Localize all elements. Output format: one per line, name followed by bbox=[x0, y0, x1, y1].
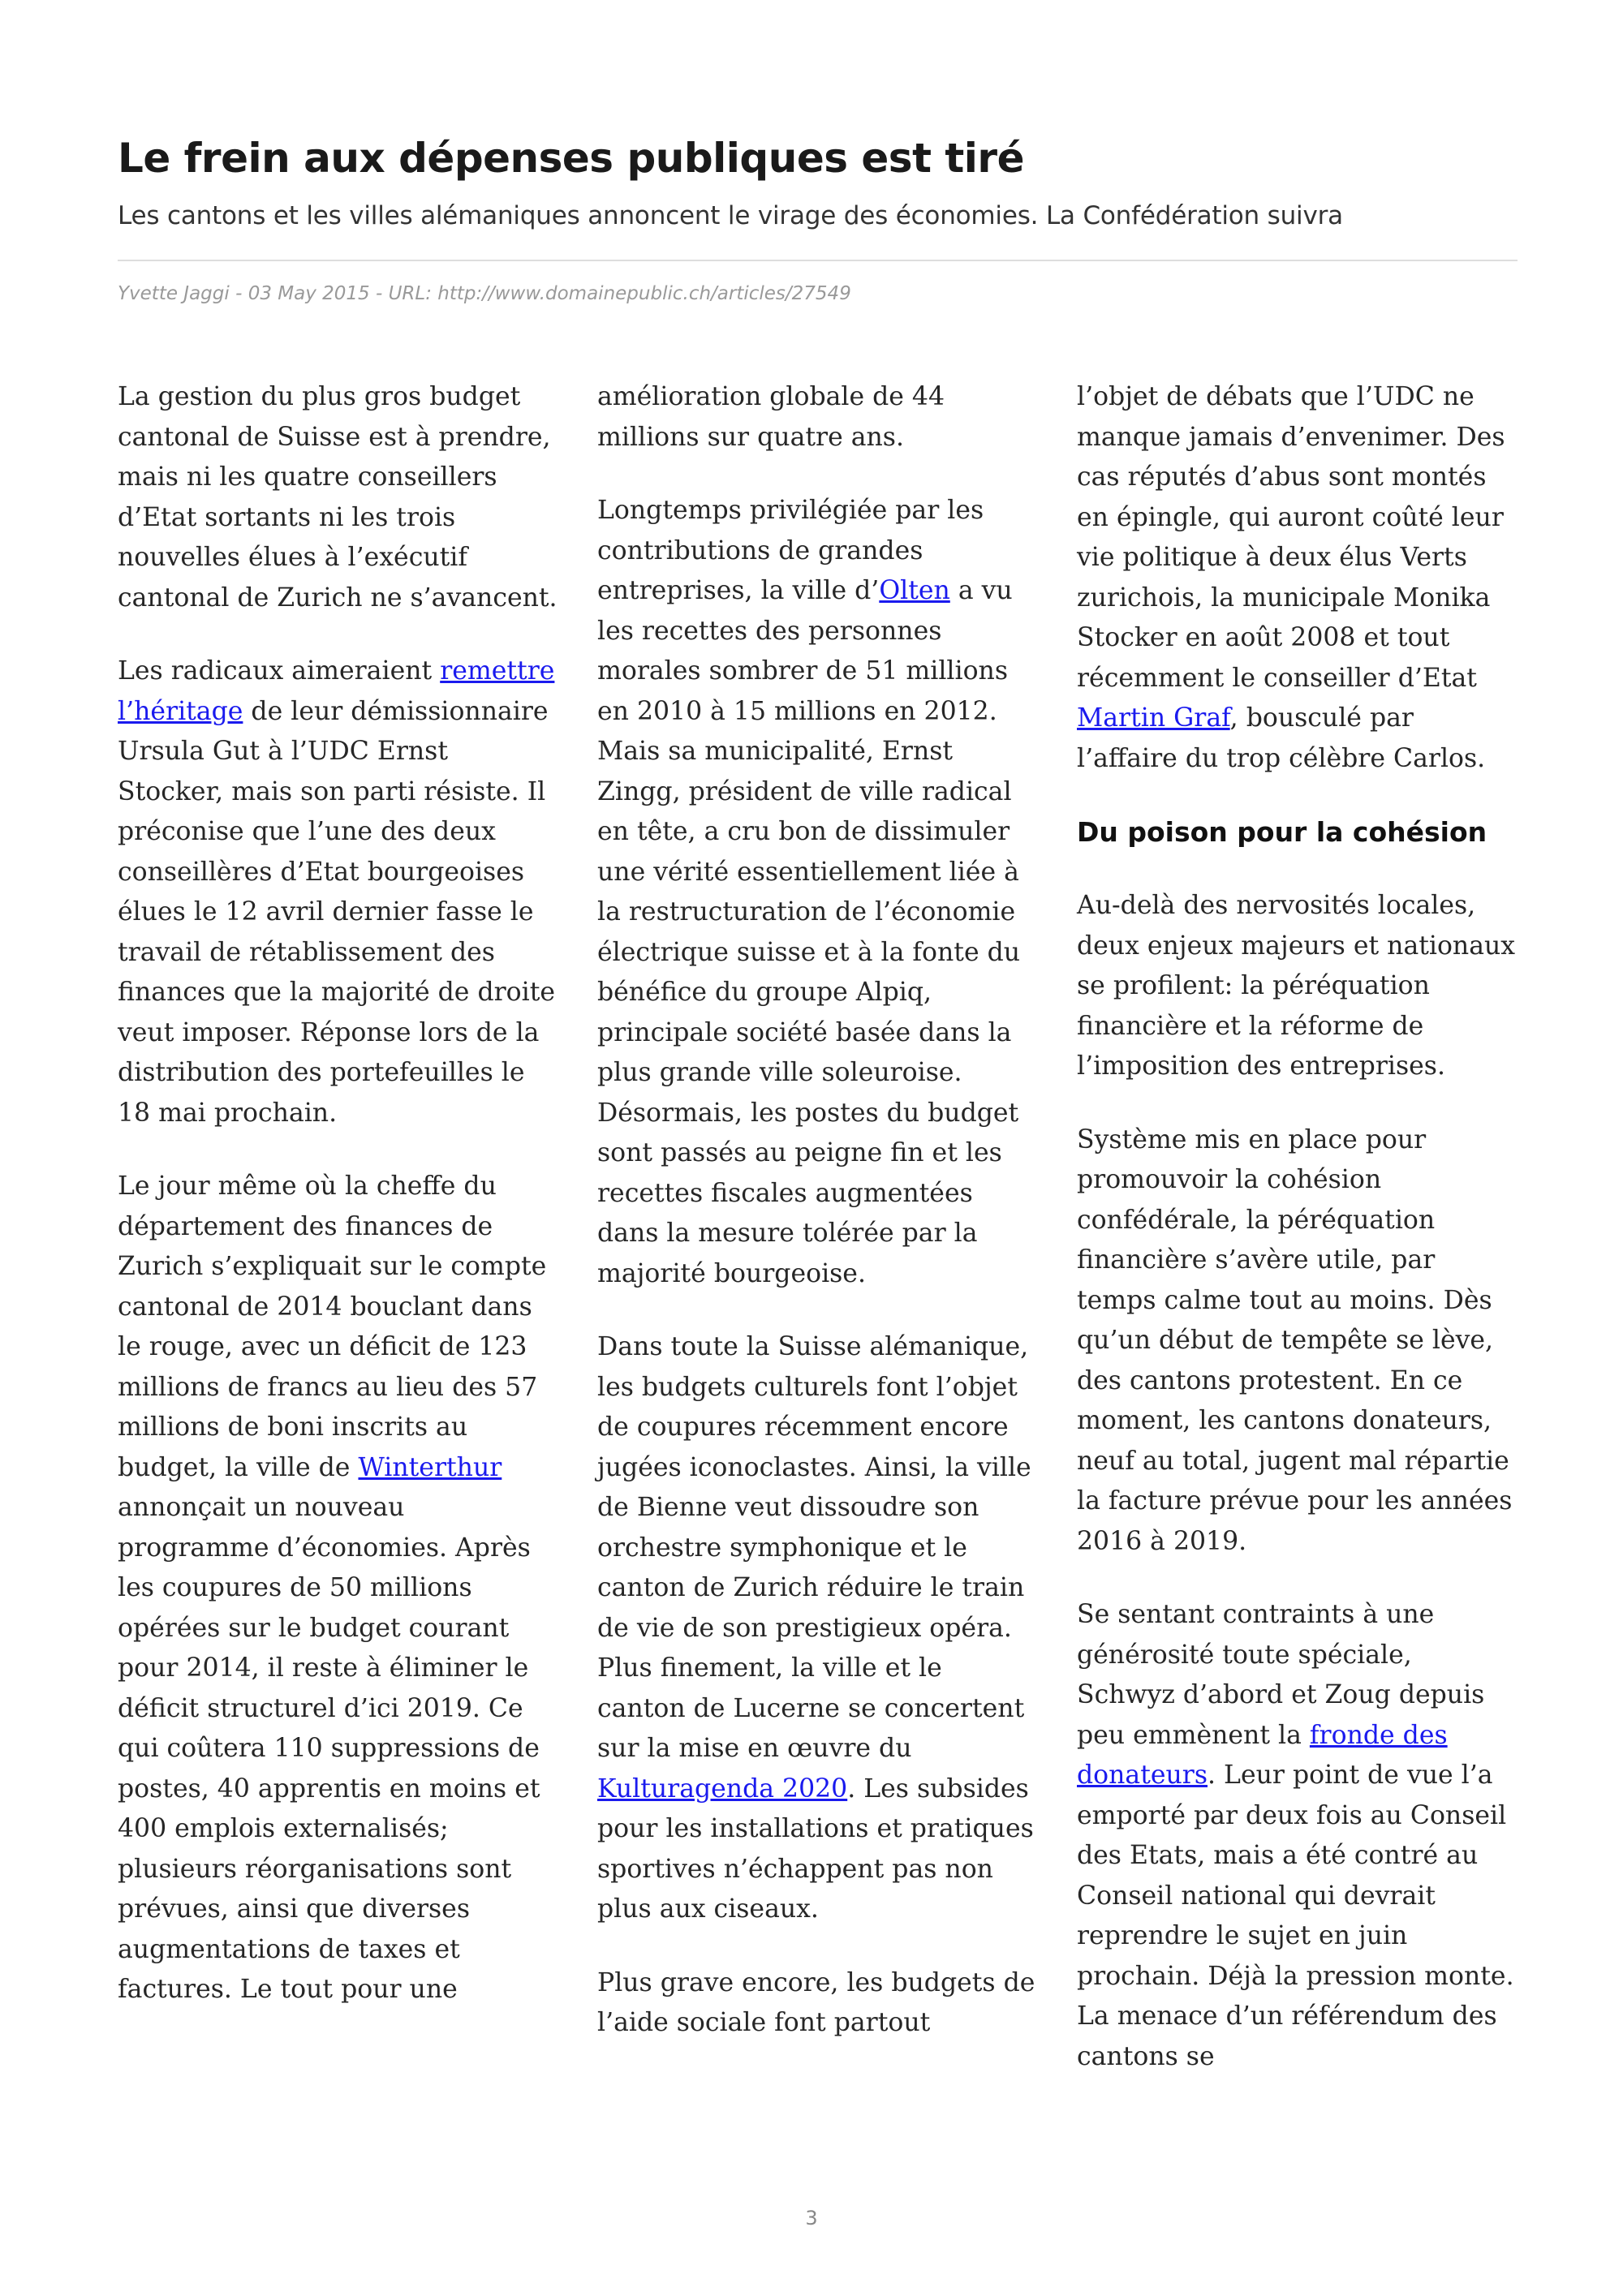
link-fronde-des-donateurs[interactable]: fronde des donateurs bbox=[1077, 1720, 1448, 1790]
paragraph: La gestion du plus gros budget cantonal de Suisse est à prendre, mais ni les quatre conseillers d’Etat sortants ni les trois nouvelles élues à l’exécutif cantonal de Zurich ne s’avancent. bbox=[118, 382, 558, 613]
paragraph bbox=[1077, 377, 1518, 779]
column-2 bbox=[597, 377, 1038, 2077]
text-span: annonçait un nouveau programme d’économies. Après les coupures de 50 millions opérées sur le budget courant pour 2014, il reste à éliminer le déficit structurel d’ici 2019. Ce qui coûtera 110 suppressions de postes, 40 apprentis en moins et 400 emplois externalisés; plusieurs réorganisations sont prévues, ainsi que diverses augmentations de taxes et factures. Le tout pour une bbox=[118, 1493, 540, 2004]
link-olten[interactable]: Olten bbox=[879, 576, 950, 605]
paragraph: Système mis en place pour promouvoir la cohésion confédérale, la péréquation financière s’avère utile, par temps calme tout au moins. Dès qu’un début de tempête se lève, des cantons protestent. En ce moment, les cantons donateurs, neuf au total, jugent mal répartie la facture prévue pour les années 2016 à 2019. bbox=[1077, 1124, 1513, 1556]
text-span: a vu les recettes des personnes morales sombrer de 51 millions en 2010 à 15 millions en 2012. Mais sa municipalité, Ernst Zingg, président de ville radical en tête, a cru bon de dissimuler une vérité essentiellement liée à la restructuration de l’économie électrique suisse et à la fonte du bénéfice du groupe Alpiq, principale société basée dans la plus grande ville soleuroise. Désormais, les postes du budget sont passés au peigne fin et les recettes fiscales augmentées dans la mesure tolérée par la majorité bourgeoise. bbox=[597, 576, 1021, 1288]
article-title: Le frein aux dépenses publiques est tiré bbox=[118, 135, 1024, 182]
text-span: de leur démissionnaire Ursula Gut à l’UDC Ernst Stocker, mais son parti résiste. Il préconise que l’une des deux conseillères d’Etat bourgeoises élues le 12 avril dernier fasse le travail de rétablissement des finances que la majorité de droite veut imposer. Réponse lors de la distribution des portefeuilles le 18 mai prochain. bbox=[118, 696, 556, 1128]
article-body bbox=[118, 377, 1518, 2077]
text-span: l’objet de débats que l’UDC ne manque jamais d’envenimer. Des cas réputés d’abus sont montés en épingle, qui auront coûté leur vie politique à deux élus Verts zurichois, la municipale Monika Stocker en août 2008 et tout récemment le conseiller d’Etat bbox=[1077, 382, 1505, 693]
column-1 bbox=[118, 377, 558, 2077]
article-subtitle: Les cantons et les villes alémaniques annoncent le virage des économies. La Confédération suivra bbox=[118, 201, 1343, 230]
paragraph bbox=[118, 1167, 558, 2010]
text-span: Les radicaux aimeraient bbox=[118, 656, 441, 686]
paragraph bbox=[118, 651, 558, 1133]
link-winterthur[interactable]: Winterthur bbox=[358, 1452, 502, 1482]
text-span: . Leur point de vue l’a emporté par deux fois au Conseil des Etats, mais a été contré au Conseil national qui devrait reprendre le sujet en juin prochain. Déjà la pression monte. La menace d’un référendum des cantons se bbox=[1077, 1761, 1514, 2071]
header-divider bbox=[118, 260, 1518, 261]
link-kulturagenda-2020[interactable]: Kulturagenda 2020 bbox=[597, 1774, 848, 1804]
link-remettre-heritage[interactable]: remettre l’héritage bbox=[118, 656, 555, 726]
paragraph bbox=[597, 491, 1038, 1294]
page-number: 3 bbox=[805, 2207, 818, 2229]
article-header bbox=[118, 130, 1518, 307]
paragraph bbox=[1077, 1595, 1518, 2077]
link-martin-graf[interactable]: Martin Graf bbox=[1077, 703, 1230, 733]
text-span: Le jour même où la cheffe du département des finances de Zurich s’expliquait sur le compte cantonal de 2014 bouclant dans le rouge, avec un déficit de 123 millions de francs au lieu des 57 millions de boni inscrits au budget, la ville de bbox=[118, 1172, 547, 1482]
text-span: Dans toute la Suisse alémanique, les budgets culturels font l’objet de coupures récemment encore jugées iconoclastes. Ainsi, la ville de Bienne veut dissoudre son orchestre symphonique et le canton de Zurich réduire le train de vie de son prestigieux opéra. Plus finement, la ville et le canton de Lucerne se concertent sur la mise en œuvre du bbox=[597, 1332, 1031, 1763]
paragraph: Plus grave encore, les budgets de l’aide sociale font partout bbox=[597, 1967, 1035, 2037]
text-span: Longtemps privilégiée par les contributions de grandes entreprises, la ville d’ bbox=[597, 496, 984, 605]
text-span: Se sentant contraints à une générosité toute spéciale, Schwyz d’abord et Zoug depuis peu emmènent la bbox=[1077, 1600, 1485, 1750]
paragraph: amélioration globale de 44 millions sur quatre ans. bbox=[597, 382, 945, 452]
column-3 bbox=[1077, 377, 1518, 2077]
text-span: . Les subsides pour les installations et pratiques sportives n’échappent pas non plus aux ciseaux. bbox=[597, 1774, 1034, 1924]
text-span: , bousculé par l’affaire du trop célèbre Carlos. bbox=[1077, 703, 1486, 773]
article-meta: Yvette Jaggi - 03 May 2015 - URL: http://www.domainepublic.ch/articles/27549 bbox=[118, 283, 851, 304]
section-heading: Du poison pour la cohésion bbox=[1077, 816, 1487, 848]
paragraph: Au-delà des nervosités locales, deux enjeux majeurs et nationaux se profilent: la péréquation financière et la réforme de l’imposition des entreprises. bbox=[1077, 891, 1516, 1081]
paragraph bbox=[597, 1327, 1038, 1930]
